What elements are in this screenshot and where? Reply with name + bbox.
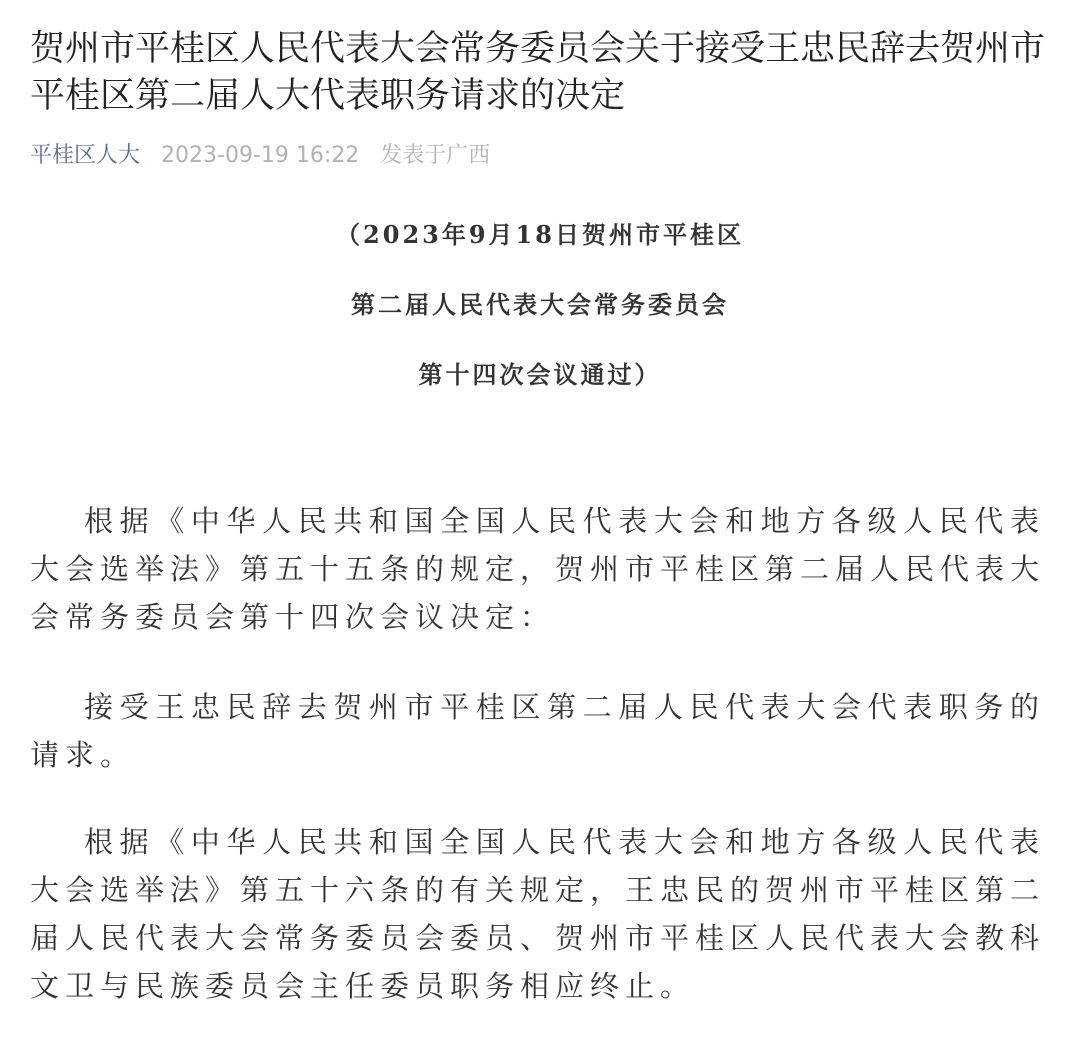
header-line-date: （2023年9月18日贺州市平桂区	[336, 220, 744, 249]
body-paragraph-2: 接受王忠民辞去贺州市平桂区第二届人民代表大会代表职务的请求。	[30, 690, 1045, 772]
body-paragraph-1: 根据《中华人民共和国全国人民代表大会和地方各级人民代表大会选举法》第五十五条的规定，贺州市平桂区第二届人民代表大会常务委员会第十四次会议决定：	[30, 504, 1046, 634]
publish-time: 2023-09-19 16:22	[161, 143, 360, 168]
publish-location: 发表于广西	[380, 143, 491, 168]
article-meta	[30, 141, 490, 171]
header-line-session: 第十四次会议通过）	[418, 360, 662, 389]
header-line-committee: 第二届人民代表大会常务委员会	[351, 290, 729, 319]
body-paragraph-3: 根据《中华人民共和国全国人民代表大会和地方各级人民代表大会选举法》第五十六条的有关规定，王忠民的贺州市平桂区第二届人民代表大会常务委员会委员、贺州市平桂区人民代表大会教科文卫与民族委员会主任委员职务相应终止。	[30, 825, 1046, 1003]
source-account-link[interactable]: 平桂区人大	[30, 143, 141, 168]
article-title: 贺州市平桂区人民代表大会常务委员会关于接受王忠民辞去贺州市平桂区第二届人大代表职务请求的决定	[30, 29, 1046, 116]
